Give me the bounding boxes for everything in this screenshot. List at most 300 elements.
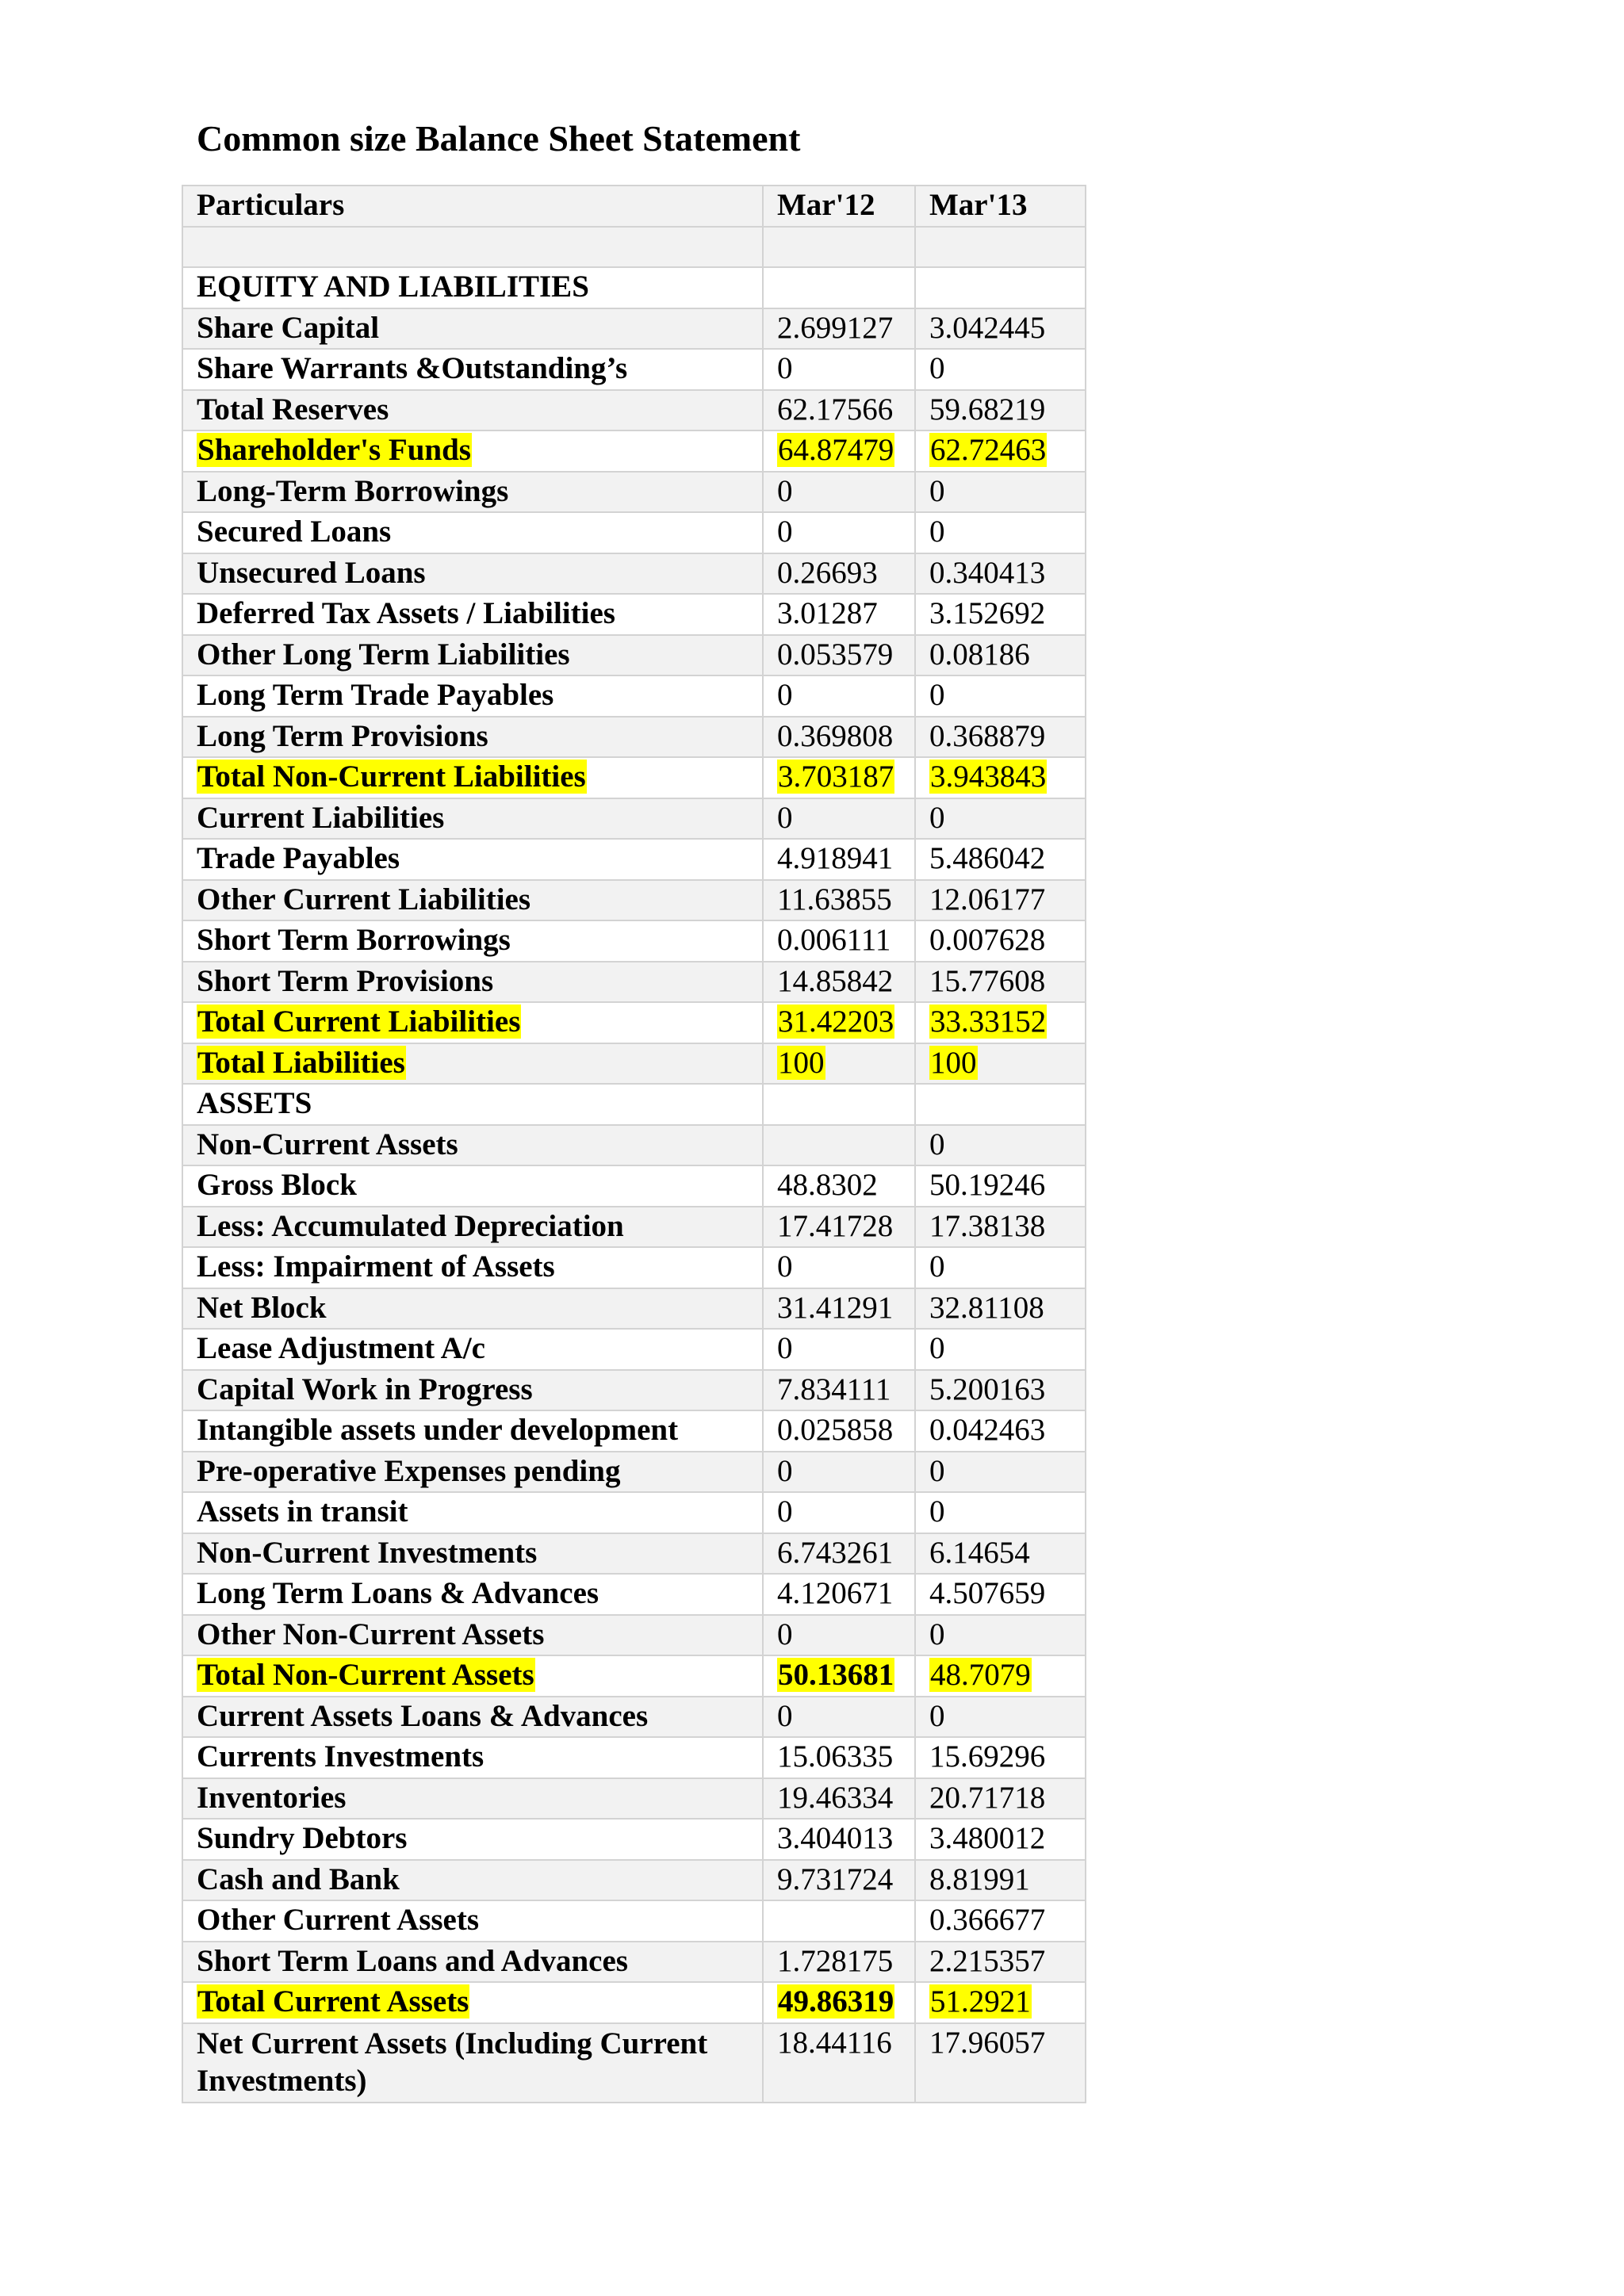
row-value-mar12	[763, 1247, 915, 1288]
row-value-mar13	[915, 1165, 1086, 1207]
row-value-mar12	[763, 553, 915, 595]
row-value-mar12-text: 7.834111	[777, 1372, 891, 1406]
table-row	[182, 1410, 1086, 1452]
row-label-text: Total Non-Current Liabilities	[197, 760, 586, 794]
row-value-mar13	[915, 839, 1086, 880]
row-value-mar13-text: 2.215357	[929, 1943, 1046, 1978]
row-value-mar13-text: 3.152692	[929, 596, 1046, 630]
row-label-text: Net Current Assets (Including Current Investments)	[197, 2026, 708, 2098]
row-value-mar13-text: 0	[929, 678, 945, 712]
table-row	[182, 472, 1086, 513]
row-value-mar13	[915, 1410, 1086, 1452]
row-label	[182, 1002, 763, 1043]
row-value-mar13	[915, 2023, 1086, 2103]
table-row	[182, 1084, 1086, 1125]
row-label-text: Other Current Liabilities	[197, 882, 531, 916]
row-value-mar12-text: 31.41291	[777, 1290, 894, 1325]
row-label	[182, 675, 763, 717]
row-label	[182, 839, 763, 880]
row-value-mar13	[915, 798, 1086, 840]
table-row	[182, 1533, 1086, 1575]
row-label-text: Current Liabilities	[197, 800, 445, 835]
row-value-mar12-text: 0	[777, 1249, 793, 1284]
row-label	[182, 798, 763, 840]
row-value-mar13-text: 12.06177	[929, 882, 1046, 916]
table-row	[182, 1655, 1086, 1697]
table-row	[182, 1329, 1086, 1370]
row-value-mar12	[763, 1002, 915, 1043]
row-value-mar12	[763, 1860, 915, 1901]
row-label-text: Inventories	[197, 1780, 347, 1815]
row-label-text: Other Long Term Liabilities	[197, 637, 570, 672]
row-value-mar13	[915, 1492, 1086, 1533]
table-row	[182, 1900, 1086, 1942]
table-row	[182, 717, 1086, 758]
row-value-mar12	[763, 1737, 915, 1778]
table-row	[182, 1165, 1086, 1207]
row-label-text: Total Current Liabilities	[197, 1004, 521, 1039]
row-value-mar12-text: 0.025858	[777, 1413, 894, 1447]
table-row	[182, 1778, 1086, 1820]
row-value-mar12	[763, 1819, 915, 1860]
row-value-mar13	[915, 717, 1086, 758]
row-value-mar12-text: 4.918941	[777, 841, 894, 875]
row-label	[182, 1860, 763, 1901]
row-label-text: Trade Payables	[197, 841, 400, 875]
row-value-mar13	[915, 594, 1086, 635]
row-value-mar12	[763, 1165, 915, 1207]
table-row	[182, 1492, 1086, 1533]
row-value-mar12-text: 3.404013	[777, 1821, 894, 1855]
row-value-mar13	[915, 1860, 1086, 1901]
row-label	[182, 717, 763, 758]
row-value-mar13-text: 62.72463	[930, 433, 1047, 467]
row-value-mar12-text: 0	[777, 473, 793, 508]
row-label-text: ASSETS	[197, 1086, 312, 1120]
row-value-mar12-text: 0	[777, 1698, 793, 1733]
row-value-mar12	[763, 2023, 915, 2103]
row-label	[182, 1900, 763, 1942]
row-value-mar12	[763, 635, 915, 676]
row-value-mar13-text: 8.81991	[929, 1862, 1030, 1896]
row-label-text: Total Liabilities	[197, 1045, 405, 1080]
row-label-text: Current Assets Loans & Advances	[197, 1698, 649, 1733]
row-value-mar12-text: 19.46334	[777, 1780, 894, 1815]
row-value-mar12	[763, 1942, 915, 1983]
row-value-mar12	[763, 798, 915, 840]
row-label	[182, 1819, 763, 1860]
row-value-mar12	[763, 1900, 915, 1942]
row-value-mar13	[915, 1125, 1086, 1166]
table-row	[182, 1370, 1086, 1411]
row-label	[182, 880, 763, 921]
row-value-mar12-text: 50.13681	[778, 1658, 894, 1692]
table-row	[182, 757, 1086, 798]
table-row	[182, 1737, 1086, 1778]
row-label-text: EQUITY AND LIABILITIES	[197, 270, 589, 304]
row-value-mar12-text: 2.699127	[777, 310, 894, 345]
row-value-mar13-text: 3.042445	[929, 310, 1046, 345]
row-value-mar12-text: 17.41728	[777, 1208, 894, 1243]
table-row	[182, 308, 1086, 350]
row-value-mar12-text: 0	[777, 515, 793, 549]
row-label	[182, 1778, 763, 1820]
row-value-mar13-text: 15.69296	[929, 1739, 1046, 1774]
row-value-mar12	[763, 920, 915, 962]
table-row	[182, 1819, 1086, 1860]
row-value-mar13-text: 51.2921	[930, 1984, 1031, 2019]
row-value-mar12-text: 0	[777, 1453, 793, 1488]
table-row	[182, 1125, 1086, 1166]
row-value-mar12-text: 48.8302	[777, 1168, 878, 1202]
row-label-text: Currents Investments	[197, 1739, 485, 1774]
row-label	[182, 757, 763, 798]
row-label	[182, 1165, 763, 1207]
row-label-text: Non-Current Assets	[197, 1127, 458, 1161]
row-value-mar13	[915, 267, 1086, 308]
row-value-mar13-text: 0.368879	[929, 718, 1046, 753]
row-label-text: Share Warrants &Outstanding’s	[197, 351, 628, 385]
row-value-mar12-text: 4.120671	[777, 1576, 894, 1610]
row-value-mar12-text: 15.06335	[777, 1739, 894, 1774]
row-label	[182, 349, 763, 390]
row-label	[182, 1492, 763, 1533]
row-value-mar13	[915, 308, 1086, 350]
row-label	[182, 1942, 763, 1983]
table-row	[182, 839, 1086, 880]
row-value-mar12-text: 0.006111	[777, 923, 891, 957]
row-label-text: Long Term Trade Payables	[197, 678, 554, 712]
row-label	[182, 1084, 763, 1125]
row-label	[182, 308, 763, 350]
row-value-mar12-text: 9.731724	[777, 1862, 894, 1896]
row-value-mar12-text: 3.01287	[777, 596, 878, 630]
row-value-mar13	[915, 675, 1086, 717]
row-value-mar13	[915, 430, 1086, 472]
row-value-mar13	[915, 1207, 1086, 1248]
row-label	[182, 1410, 763, 1452]
row-label-text: Short Term Loans and Advances	[197, 1943, 628, 1978]
row-label	[182, 1982, 763, 2023]
row-value-mar13-text: 0	[929, 1453, 945, 1488]
row-label-text: Total Reserves	[197, 392, 389, 427]
row-value-mar13-text: 0	[929, 1617, 945, 1651]
row-label	[182, 1329, 763, 1370]
table-row	[182, 962, 1086, 1003]
row-value-mar13-text: 0	[929, 1331, 945, 1365]
balance-sheet-body	[182, 186, 1086, 2103]
row-value-mar13-text: 0	[929, 1249, 945, 1284]
row-value-mar13-text: 0	[929, 1494, 945, 1529]
table-row	[182, 1452, 1086, 1493]
row-label-text: Short Term Provisions	[197, 963, 494, 998]
table-header-row	[182, 186, 1086, 227]
row-value-mar13-text: 0.08186	[929, 637, 1030, 672]
row-label-text: Unsecured Loans	[197, 555, 426, 590]
row-value-mar12-text: 100	[778, 1045, 825, 1080]
row-value-mar13	[915, 1452, 1086, 1493]
row-value-mar13	[915, 472, 1086, 513]
row-value-mar13	[915, 349, 1086, 390]
table-row	[182, 1574, 1086, 1615]
table-row	[182, 920, 1086, 962]
row-value-mar12	[763, 267, 915, 308]
table-row	[182, 2023, 1086, 2103]
row-value-mar13-text: 0	[929, 515, 945, 549]
table-row	[182, 267, 1086, 308]
row-value-mar12	[763, 839, 915, 880]
row-value-mar13-text: 0.340413	[929, 555, 1046, 590]
row-value-mar12	[763, 1574, 915, 1615]
row-value-mar12-text: 1.728175	[777, 1943, 894, 1978]
row-value-mar12	[763, 1084, 915, 1125]
table-row	[182, 1043, 1086, 1085]
row-value-mar13	[915, 1778, 1086, 1820]
row-value-mar12	[763, 308, 915, 350]
row-value-mar13	[915, 880, 1086, 921]
table-row	[182, 1942, 1086, 1983]
row-value-mar12	[763, 1697, 915, 1738]
row-label	[182, 1207, 763, 1248]
row-value-mar13-text: 0.042463	[929, 1413, 1046, 1447]
table-row	[182, 675, 1086, 717]
row-value-mar12-text: 3.703187	[778, 760, 894, 794]
table-row	[182, 390, 1086, 431]
table-row	[182, 1288, 1086, 1330]
row-value-mar13-text: 3.943843	[930, 760, 1047, 794]
row-value-mar13-text: 0	[929, 800, 945, 835]
row-value-mar12-text: 11.63855	[777, 882, 892, 916]
row-value-mar13	[915, 1043, 1086, 1085]
row-value-mar13-text: 0.366677	[929, 1903, 1046, 1937]
row-value-mar12	[763, 880, 915, 921]
row-value-mar13	[915, 1900, 1086, 1942]
row-label	[182, 1737, 763, 1778]
row-label-text: Secured Loans	[197, 515, 392, 549]
row-value-mar12-text: 49.86319	[778, 1984, 894, 2019]
row-value-mar12	[763, 1655, 915, 1697]
row-value-mar12	[763, 1043, 915, 1085]
row-value-mar12	[763, 1982, 915, 2023]
row-value-mar13	[915, 227, 1086, 268]
row-value-mar12-text: 0.053579	[777, 637, 894, 672]
row-label	[182, 553, 763, 595]
row-value-mar12-text: 62.17566	[777, 392, 894, 427]
row-label-text: Deferred Tax Assets / Liabilities	[197, 596, 615, 630]
row-label	[182, 1288, 763, 1330]
row-value-mar13	[915, 635, 1086, 676]
row-value-mar12	[763, 675, 915, 717]
row-value-mar12-text: 0	[777, 800, 793, 835]
row-value-mar13-text: 0	[929, 351, 945, 385]
row-value-mar12-text: 0.369808	[777, 718, 894, 753]
table-row	[182, 635, 1086, 676]
row-label	[182, 962, 763, 1003]
row-label-text: Net Block	[197, 1290, 327, 1325]
row-value-mar12-text: 0	[777, 1494, 793, 1529]
balance-sheet-table	[182, 185, 1086, 2103]
row-value-mar13-text: 5.200163	[929, 1372, 1046, 1406]
row-value-mar12-text: 18.44116	[777, 2025, 892, 2060]
row-value-mar13	[915, 1084, 1086, 1125]
row-label	[182, 635, 763, 676]
row-label-text: Less: Impairment of Assets	[197, 1249, 555, 1284]
row-value-mar12	[763, 1778, 915, 1820]
row-value-mar13-text: 59.68219	[929, 392, 1046, 427]
header-particulars: Particulars	[182, 186, 763, 227]
row-label	[182, 1697, 763, 1738]
row-value-mar12-text: 0	[777, 678, 793, 712]
header-mar12: Mar'12	[763, 186, 915, 227]
row-value-mar12	[763, 512, 915, 553]
row-value-mar13	[915, 1574, 1086, 1615]
row-value-mar13	[915, 1002, 1086, 1043]
table-row	[182, 1615, 1086, 1656]
row-value-mar12-text: 0.26693	[777, 555, 878, 590]
row-value-mar13-text: 15.77608	[929, 963, 1046, 998]
row-value-mar13	[915, 1697, 1086, 1738]
row-label-text: Lease Adjustment A/c	[197, 1331, 485, 1365]
row-label	[182, 267, 763, 308]
row-label-text: Long Term Provisions	[197, 718, 488, 753]
row-value-mar12	[763, 430, 915, 472]
row-label-text: Total Current Assets	[197, 1984, 469, 2019]
row-value-mar13-text: 50.19246	[929, 1168, 1046, 1202]
row-label-text: Non-Current Investments	[197, 1535, 538, 1570]
table-row	[182, 798, 1086, 840]
row-label-text: Cash and Bank	[197, 1862, 400, 1896]
row-value-mar13-text: 32.81108	[929, 1290, 1044, 1325]
row-value-mar13-text: 100	[930, 1045, 977, 1080]
row-value-mar12	[763, 717, 915, 758]
row-value-mar12	[763, 1452, 915, 1493]
table-row	[182, 1207, 1086, 1248]
table-row	[182, 512, 1086, 553]
row-value-mar12	[763, 962, 915, 1003]
row-label	[182, 472, 763, 513]
row-value-mar13	[915, 1329, 1086, 1370]
row-value-mar13	[915, 390, 1086, 431]
row-label-text: Short Term Borrowings	[197, 923, 511, 957]
row-label	[182, 390, 763, 431]
row-value-mar12	[763, 757, 915, 798]
table-row	[182, 430, 1086, 472]
row-label-text: Other Non-Current Assets	[197, 1617, 545, 1651]
row-value-mar13	[915, 1615, 1086, 1656]
row-label-text: Total Non-Current Assets	[197, 1658, 534, 1692]
row-value-mar12	[763, 1207, 915, 1248]
row-value-mar12	[763, 227, 915, 268]
row-value-mar13-text: 0.007628	[929, 923, 1046, 957]
row-label-text: Long Term Loans & Advances	[197, 1576, 599, 1610]
row-value-mar12-text: 6.743261	[777, 1535, 894, 1570]
row-value-mar13-text: 33.33152	[930, 1004, 1047, 1039]
row-value-mar13	[915, 1288, 1086, 1330]
row-label-text: Other Current Assets	[197, 1903, 480, 1937]
row-label-text: Long-Term Borrowings	[197, 473, 509, 508]
row-label	[182, 227, 763, 268]
row-value-mar12-text: 0	[777, 1331, 793, 1365]
row-label	[182, 920, 763, 962]
row-label-text: Assets in transit	[197, 1494, 408, 1529]
table-row	[182, 553, 1086, 595]
row-value-mar13	[915, 1982, 1086, 2023]
row-value-mar13-text: 0	[929, 1698, 945, 1733]
row-value-mar13	[915, 962, 1086, 1003]
table-row	[182, 1860, 1086, 1901]
row-value-mar13-text: 20.71718	[929, 1780, 1046, 1815]
row-label	[182, 2023, 763, 2103]
row-value-mar13	[915, 512, 1086, 553]
row-label	[182, 1370, 763, 1411]
row-label-text: Less: Accumulated Depreciation	[197, 1208, 624, 1243]
row-value-mar12	[763, 1288, 915, 1330]
row-value-mar13	[915, 1737, 1086, 1778]
row-value-mar13	[915, 1533, 1086, 1575]
row-value-mar13	[915, 920, 1086, 962]
row-label-text: Sundry Debtors	[197, 1821, 408, 1855]
row-value-mar13-text: 6.14654	[929, 1535, 1030, 1570]
row-value-mar12-text: 31.42203	[778, 1004, 894, 1039]
row-value-mar13-text: 17.38138	[929, 1208, 1046, 1243]
row-value-mar12	[763, 1492, 915, 1533]
row-label	[182, 1125, 763, 1166]
document-title: Common size Balance Sheet Statement	[197, 118, 801, 159]
row-label	[182, 1615, 763, 1656]
row-value-mar13	[915, 553, 1086, 595]
row-label-text: Intangible assets under development	[197, 1413, 679, 1447]
row-label-text: Pre-operative Expenses pending	[197, 1453, 621, 1488]
row-label-text: Share Capital	[197, 310, 380, 345]
row-label	[182, 1533, 763, 1575]
row-value-mar12	[763, 1410, 915, 1452]
row-value-mar12	[763, 1533, 915, 1575]
row-label	[182, 594, 763, 635]
row-value-mar13-text: 0	[929, 473, 945, 508]
row-value-mar12	[763, 1615, 915, 1656]
row-value-mar12-text: 0	[777, 1617, 793, 1651]
row-value-mar12	[763, 390, 915, 431]
row-value-mar12	[763, 1370, 915, 1411]
row-value-mar13	[915, 1819, 1086, 1860]
row-value-mar12-text: 64.87479	[778, 433, 894, 467]
table-row	[182, 594, 1086, 635]
table-row	[182, 1982, 1086, 2023]
row-value-mar13-text: 17.96057	[929, 2025, 1046, 2060]
table-row	[182, 1002, 1086, 1043]
row-value-mar12	[763, 594, 915, 635]
table-row	[182, 880, 1086, 921]
row-label	[182, 512, 763, 553]
table-row	[182, 1697, 1086, 1738]
row-value-mar12	[763, 349, 915, 390]
row-value-mar13	[915, 757, 1086, 798]
row-value-mar13-text: 4.507659	[929, 1576, 1046, 1610]
row-value-mar12	[763, 472, 915, 513]
row-value-mar12	[763, 1329, 915, 1370]
row-value-mar13	[915, 1247, 1086, 1288]
row-value-mar13	[915, 1655, 1086, 1697]
row-label-text: Capital Work in Progress	[197, 1372, 533, 1406]
row-value-mar12-text: 0	[777, 351, 793, 385]
row-value-mar12-text: 14.85842	[777, 963, 894, 998]
row-value-mar13	[915, 1370, 1086, 1411]
row-value-mar13-text: 3.480012	[929, 1821, 1046, 1855]
row-label	[182, 1247, 763, 1288]
row-label	[182, 430, 763, 472]
row-label	[182, 1043, 763, 1085]
table-row	[182, 1247, 1086, 1288]
